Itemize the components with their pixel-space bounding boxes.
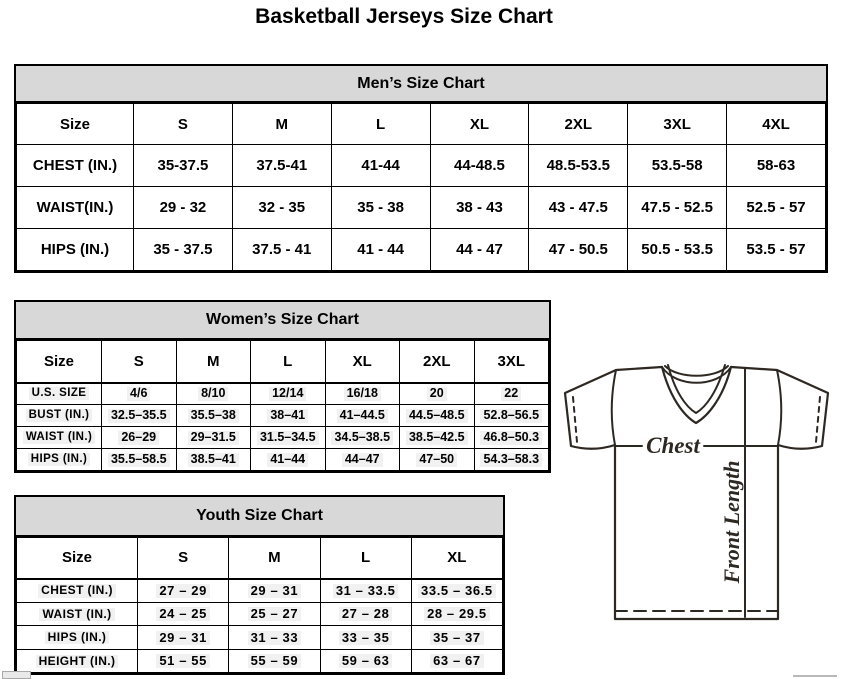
- size-column-header: S: [134, 104, 233, 145]
- column-header-row: [17, 341, 549, 383]
- value-cell: 53.5-58: [628, 145, 727, 187]
- size-column-header: L: [331, 104, 430, 145]
- measurement-row: [17, 405, 549, 427]
- column-header-row: [17, 538, 503, 579]
- size-column-header: 2XL: [400, 341, 475, 383]
- measurement-row: [17, 145, 826, 187]
- value-cell: 8/10: [176, 383, 251, 405]
- value-cell: 38.5–41: [176, 449, 251, 471]
- value-cell: 29 – 31: [138, 626, 229, 650]
- measurement-row: [17, 187, 826, 229]
- value-cell: 47–50: [400, 449, 475, 471]
- value-cell: 63 – 67: [411, 649, 502, 673]
- row-label: CHEST (IN.): [17, 145, 134, 187]
- mens-chart-header: Men’s Size Chart: [16, 66, 826, 103]
- column-header-row: [17, 104, 826, 145]
- size-column-header: XL: [411, 538, 502, 579]
- value-cell: 55 – 59: [229, 649, 320, 673]
- size-column-header: M: [176, 341, 251, 383]
- chest-label: Chest: [646, 433, 700, 458]
- row-label: HEIGHT (IN.): [17, 649, 138, 673]
- measurement-row: [17, 649, 503, 673]
- measurement-row: [17, 579, 503, 603]
- size-column-header: 3XL: [474, 341, 549, 383]
- value-cell: 35.5–58.5: [102, 449, 177, 471]
- value-cell: 12/14: [251, 383, 326, 405]
- value-cell: 34.5–38.5: [325, 427, 400, 449]
- value-cell: 31.5–34.5: [251, 427, 326, 449]
- youth-size-table: [16, 537, 503, 673]
- value-cell: 59 – 63: [320, 649, 411, 673]
- value-cell: 29 - 32: [134, 187, 233, 229]
- value-cell: 38–41: [251, 405, 326, 427]
- value-cell: 31 – 33.5: [320, 579, 411, 603]
- mens-size-chart: [14, 64, 828, 273]
- scan-fragment-left: [2, 671, 31, 679]
- size-column-header: 4XL: [727, 104, 826, 145]
- size-column-header: S: [102, 341, 177, 383]
- value-cell: 29–31.5: [176, 427, 251, 449]
- value-cell: 47 - 50.5: [529, 229, 628, 271]
- value-cell: 41 - 44: [331, 229, 430, 271]
- measurement-row: [17, 383, 549, 405]
- row-label: WAIST (IN.): [17, 602, 138, 626]
- mens-size-table: [16, 103, 826, 271]
- value-cell: 37.5 - 41: [232, 229, 331, 271]
- measurement-row: [17, 449, 549, 471]
- jersey-outline: [565, 367, 828, 619]
- womens-size-table: [16, 340, 549, 471]
- measurement-row: [17, 229, 826, 271]
- value-cell: 25 – 27: [229, 602, 320, 626]
- size-column-header: M: [232, 104, 331, 145]
- value-cell: 22: [474, 383, 549, 405]
- value-cell: 54.3–58.3: [474, 449, 549, 471]
- value-cell: 38.5–42.5: [400, 427, 475, 449]
- value-cell: 20: [400, 383, 475, 405]
- value-cell: 35 - 37.5: [134, 229, 233, 271]
- row-label: WAIST(IN.): [17, 187, 134, 229]
- size-column-header: 3XL: [628, 104, 727, 145]
- youth-size-chart: [14, 495, 505, 675]
- value-cell: 28 – 29.5: [411, 602, 502, 626]
- measurement-row: [17, 602, 503, 626]
- youth-chart-header: Youth Size Chart: [16, 497, 503, 537]
- value-cell: 51 – 55: [138, 649, 229, 673]
- value-cell: 35 - 38: [331, 187, 430, 229]
- value-cell: 58-63: [727, 145, 826, 187]
- size-corner-header: Size: [17, 104, 134, 145]
- value-cell: 33 – 35: [320, 626, 411, 650]
- value-cell: 24 – 25: [138, 602, 229, 626]
- jersey-measurement-diagram: [558, 360, 838, 626]
- value-cell: 53.5 - 57: [727, 229, 826, 271]
- front-length-label: Front Length: [719, 460, 744, 584]
- size-column-header: L: [320, 538, 411, 579]
- value-cell: 29 – 31: [229, 579, 320, 603]
- row-label: U.S. SIZE: [17, 383, 102, 405]
- jersey-diagram-svg: [558, 360, 838, 626]
- value-cell: 41-44: [331, 145, 430, 187]
- value-cell: 32.5–35.5: [102, 405, 177, 427]
- value-cell: 35-37.5: [134, 145, 233, 187]
- page-title: Basketball Jerseys Size Chart: [255, 5, 553, 28]
- value-cell: 32 - 35: [232, 187, 331, 229]
- value-cell: 44 - 47: [430, 229, 529, 271]
- measurement-row: [17, 626, 503, 650]
- row-label: BUST (IN.): [17, 405, 102, 427]
- measurement-row: [17, 427, 549, 449]
- value-cell: 44.5–48.5: [400, 405, 475, 427]
- value-cell: 41–44: [251, 449, 326, 471]
- value-cell: 52.8–56.5: [474, 405, 549, 427]
- value-cell: 16/18: [325, 383, 400, 405]
- value-cell: 26–29: [102, 427, 177, 449]
- value-cell: 44-48.5: [430, 145, 529, 187]
- value-cell: 38 - 43: [430, 187, 529, 229]
- value-cell: 43 - 47.5: [529, 187, 628, 229]
- value-cell: 41–44.5: [325, 405, 400, 427]
- womens-chart-header: Women’s Size Chart: [16, 302, 549, 340]
- row-label: HIPS (IN.): [17, 626, 138, 650]
- value-cell: 46.8–50.3: [474, 427, 549, 449]
- value-cell: 35 – 37: [411, 626, 502, 650]
- size-corner-header: Size: [17, 341, 102, 383]
- value-cell: 50.5 - 53.5: [628, 229, 727, 271]
- value-cell: 27 – 29: [138, 579, 229, 603]
- row-label: CHEST (IN.): [17, 579, 138, 603]
- size-column-header: XL: [430, 104, 529, 145]
- value-cell: 33.5 – 36.5: [411, 579, 502, 603]
- value-cell: 47.5 - 52.5: [628, 187, 727, 229]
- row-label: HIPS (IN.): [17, 449, 102, 471]
- womens-size-chart: [14, 300, 551, 473]
- value-cell: 44–47: [325, 449, 400, 471]
- value-cell: 48.5-53.5: [529, 145, 628, 187]
- row-label: WAIST (IN.): [17, 427, 102, 449]
- scan-fragment-right: [793, 675, 837, 677]
- size-column-header: 2XL: [529, 104, 628, 145]
- size-column-header: S: [138, 538, 229, 579]
- value-cell: 4/6: [102, 383, 177, 405]
- value-cell: 37.5-41: [232, 145, 331, 187]
- row-label: HIPS (IN.): [17, 229, 134, 271]
- value-cell: 52.5 - 57: [727, 187, 826, 229]
- size-column-header: L: [251, 341, 326, 383]
- value-cell: 31 – 33: [229, 626, 320, 650]
- size-column-header: XL: [325, 341, 400, 383]
- size-corner-header: Size: [17, 538, 138, 579]
- value-cell: 35.5–38: [176, 405, 251, 427]
- size-column-header: M: [229, 538, 320, 579]
- value-cell: 27 – 28: [320, 602, 411, 626]
